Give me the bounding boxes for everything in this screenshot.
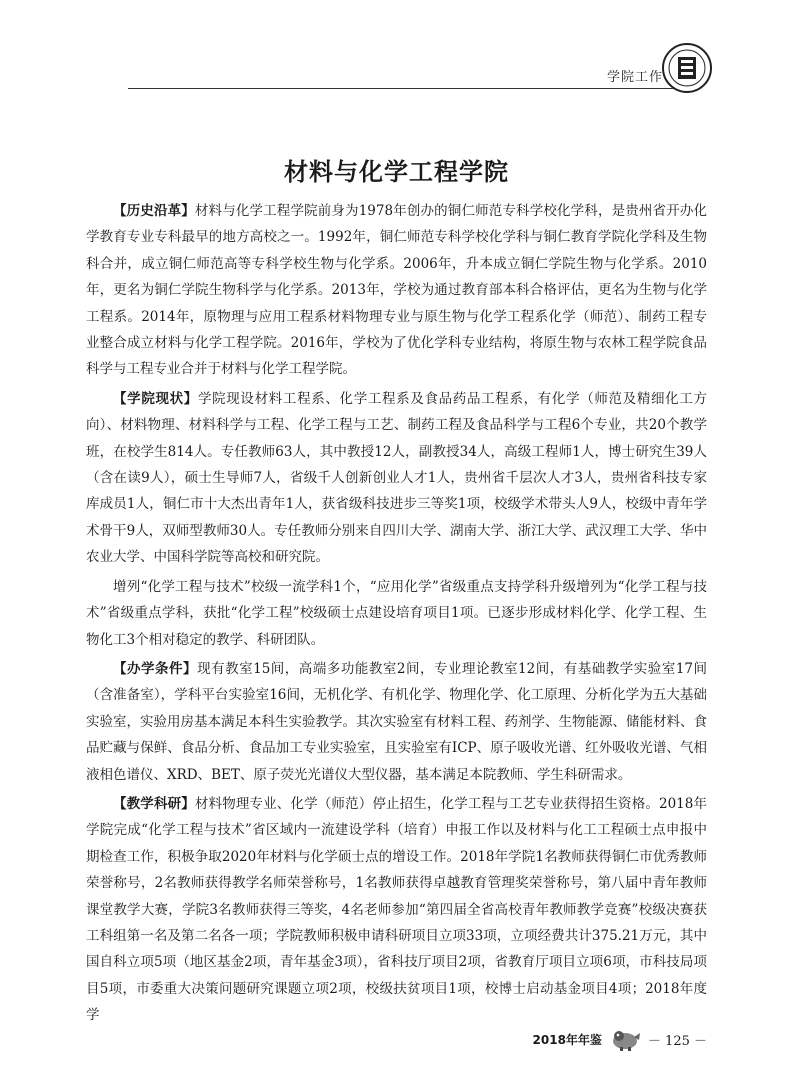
yearbook-title: 2018年年鉴 [532,1032,602,1047]
paragraph-text: 学院现设材料工程系、化学工程系及食品药品工程系，有化学（师范及精细化工方向）、材料物理、材料科学与工程、化学工程与工艺、制药工程及食品科学与工程6个专业，共20个教学班，在校学生814人。专任教师63人，其中教授12人，副教授34人，高级工程师1人，博士研究生39人（含在读9人），硕士生导师7人，省级千人创新创业人才1人，贵州省千层次人才3人，贵州省科技专家库成员1人，铜仁市十大杰出青年1人，获省级科技进步三等奖1项，校级学术带头人9人，校级中青年学术骨干9人，双师型教师30人。专任教师分别来自四川大学、湖南大学、浙江大学、武汉理工大学、华中农业大学、中国科学院等高校和研究院。 [86,390,708,566]
page-footer [533,1027,707,1051]
header-divider [128,88,673,89]
mascot-icon [608,1027,642,1051]
page-number: － 125 － [647,1033,707,1049]
paragraph-text: 材料物理专业、化学（师范）停止招生，化学工程与工艺专业获得招生资格。2018年学院完成“化学工程与技术”省区域内一流建设学科（培育）申报工作以及材料与化工工程硕士点申报中期检查工作，积极争取2020年材料与化学硕士点的增设工作。2018年学院1名教师获得铜仁市优秀教师荣誉称号，2名教师获得教学名师荣誉称号，1名教师获得卓越教育管理奖荣誉称号，第八届中青年教师课堂教学大赛，学院3名教师获得三等奖，4名老师参加“第四届全省高校青年教师教学竞赛”校级决赛获工科组第一名及第二名各一项；学院教师积极申请科研项目立项33项，立项经费共计375.21万元，其中国自科立项5项（地区基金2项，青年基金3项），省科技厅项目2项，省教育厅项目立项6项，市科技局项目5项，市委重大决策问题研究课题立项2项，校级扶贫项目1项，校博士启动基金项目4项；2018年度学 [86,795,708,1024]
section-heading: 【历史沿革】 [113,203,195,219]
university-logo-icon [661,42,713,94]
paragraph-status [86,386,707,571]
paragraph-history [86,198,707,383]
section-heading: 【学院现状】 [113,390,198,407]
section-heading: 【办学条件】 [113,660,198,677]
page-title: 材料与化学工程学院 [284,157,509,187]
paragraph-text: 现有教室15间，高端多功能教室2间，专业理论教室12间，有基础教学实验室17间（含准备室），学科平台实验室16间，无机化学、有机化学、物理化学、化工原理、分析化学为五大基础实验室，实验用房基本满足本科生实验教学。其次实验室有材料工程、药剂学、生物能源、储能材料、食品贮藏与保鲜、食品分析、食品加工专业实验室，且实验室有ICP、原子吸收光谱、红外吸收光谱、气相液相色谱仪、XRD、BET、原子荧光光谱仪大型仪器，基本满足本院教师、学生科研需求。 [86,660,708,783]
paragraph-text: 材料与化学工程学院前身为1978年创办的铜仁师范专科学校化学科，是贵州省开办化学教育专业专科最早的地方高校之一。1992年，铜仁师范专科学校化学科与铜仁教育学院化学科及生物科合并，成立铜仁师范高等专科学校生物与化学系。2006年，升本成立铜仁学院生物与化学系。2010年，更名为铜仁学院生物科学与化学系。2013年，学校为通过教育部本科合格评估，更名为生物与化学工程系。2014年，原物理与应用工程系材料物理专业与原生物与化学工程系化学（师范）、制药工程专业整合成立材料与化学工程学院。2016年，学校为了优化学科专业结构，将原生物与农林工程学院食品科学与工程专业合并于材料与化学工程学院。 [86,203,708,378]
section-label: 学院工作 [606,70,663,85]
paragraph-teaching-research [86,791,707,1029]
paragraph-disciplines [86,574,707,653]
article-body [86,198,707,1032]
paragraph-conditions [86,656,707,788]
paragraph-text: 增列“化学工程与技术”校级一流学科1个，“应用化学”省级重点支持学科升级增列为“化学工程与技术”省级重点学科，获批“化学工程”校级硕士点建设培育项目1项。已逐步形成材料化学、化学工程、生物化工3个相对稳定的教学、科研团队。 [86,578,707,648]
section-heading: 【教学科研】 [113,795,195,812]
